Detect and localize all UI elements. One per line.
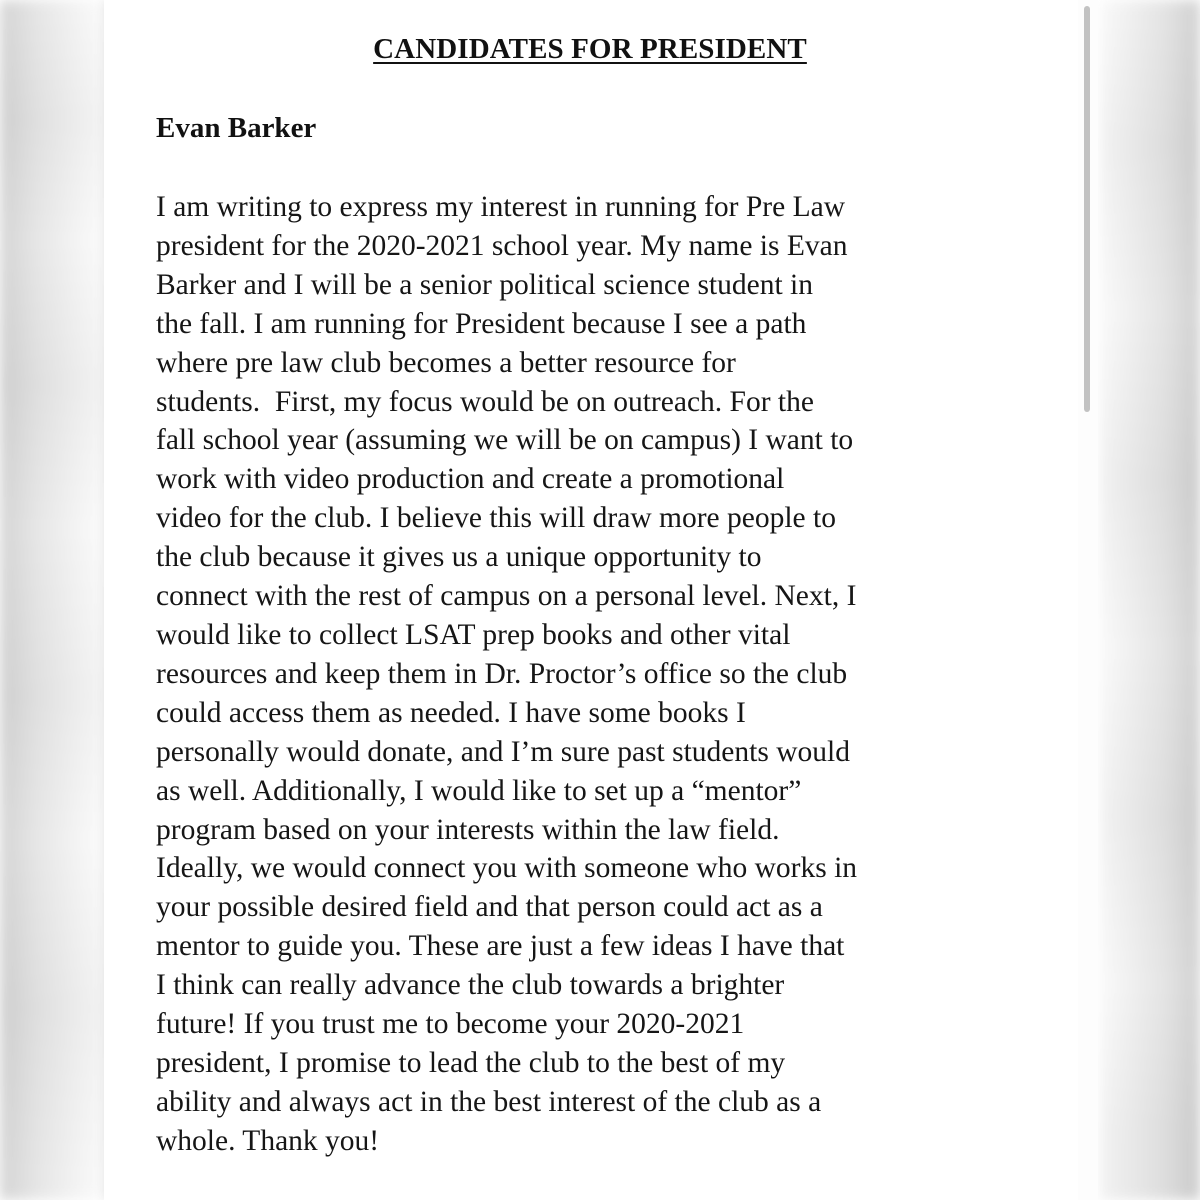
candidate-name: Evan Barker: [156, 112, 317, 144]
statement-line: connect with the rest of campus on a personal level. Next, I: [156, 580, 857, 613]
blurred-left-edge: [0, 0, 104, 1200]
blurred-right-edge: [1100, 0, 1200, 1200]
statement-line: would like to collect LSAT prep books and other vital: [156, 618, 791, 651]
statement-line: resources and keep them in Dr. Proctor’s office so the club: [156, 657, 848, 690]
statement-line: president, I promise to lead the club to the best of my: [156, 1046, 786, 1079]
statement-line: Ideally, we would connect you with someone who works in: [156, 852, 858, 885]
statement-line: program based on your interests within the law field.: [156, 813, 780, 846]
statement-line: as well. Additionally, I would like to set up a “mentor”: [156, 774, 802, 807]
vertical-scrollbar[interactable]: [1078, 0, 1098, 1200]
statement-line: work with video production and create a promotional: [156, 463, 785, 496]
statement-line: where pre law club becomes a better resource for: [156, 346, 736, 379]
statement-line: whole. Thank you!: [156, 1124, 380, 1157]
candidate-statement: [156, 188, 1056, 1161]
statement-line: I think can really advance the club towards a brighter: [156, 969, 785, 1002]
statement-line: could access them as needed. I have some books I: [156, 696, 746, 729]
statement-line: video for the club. I believe this will draw more people to: [156, 502, 836, 535]
statement-line: I am writing to express my interest in running for Pre Law: [156, 191, 846, 223]
statement-line: president for the 2020-2021 school year. My name is Evan: [156, 229, 848, 262]
statement-line: students. First, my focus would be on outreach. For the: [156, 385, 814, 418]
statement-line: ability and always act in the best interest of the club as a: [156, 1085, 822, 1118]
statement-line: your possible desired field and that person could act as a: [156, 891, 823, 924]
statement-line: the club because it gives us a unique opportunity to: [156, 541, 762, 574]
statement-line: the fall. I am running for President because I see a path: [156, 307, 807, 340]
statement-line: future! If you trust me to become your 2020-2021: [156, 1008, 745, 1041]
statement-line: personally would donate, and I’m sure past students would: [156, 735, 850, 768]
document-title: CANDIDATES FOR PRESIDENT: [373, 33, 807, 65]
statement-line: fall school year (assuming we will be on campus) I want to: [156, 424, 854, 457]
statement-line: mentor to guide you. These are just a few ideas I have that: [156, 930, 845, 963]
scrollbar-thumb[interactable]: [1084, 6, 1090, 412]
statement-line: Barker and I will be a senior political science student in: [156, 268, 813, 301]
